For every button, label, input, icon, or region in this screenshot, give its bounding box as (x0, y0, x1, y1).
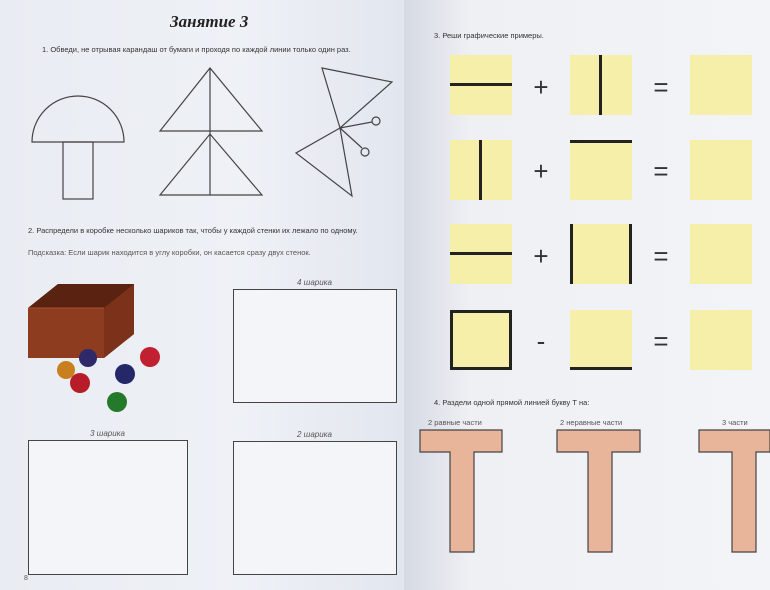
trace-figures (0, 0, 404, 220)
equals-sign: = (653, 241, 669, 271)
mushroom-figure (32, 96, 124, 199)
task-2-text: 2. Распредели в коробке несколько шариков так, чтобы у каждой стенки их лежало по одному. (28, 226, 358, 235)
letter-t-1 (420, 430, 502, 552)
answer-box-2-balls[interactable] (233, 441, 397, 575)
box-illustration (0, 270, 180, 420)
plus-sign: + (533, 156, 549, 186)
equals-sign: = (653, 156, 669, 186)
page-number: 8 (24, 575, 28, 582)
plus-sign: + (533, 72, 549, 102)
right-page (404, 0, 770, 590)
letter-t-figures (404, 0, 770, 590)
butterfly-figure (296, 68, 392, 196)
task-3-text: 3. Реши графические примеры. (434, 31, 544, 40)
task-1-text: 1. Обведи, не отрывая карандаш от бумаги и проходя по каждой линии только один раз. (42, 45, 351, 54)
box-label-2: 2 шарика (297, 430, 332, 439)
letter-caption-equal: 2 равные части (428, 418, 482, 427)
letter-t-2 (557, 430, 640, 552)
answer-box-3-balls[interactable] (28, 440, 188, 575)
page-title: Занятие 3 (170, 12, 249, 31)
letter-caption-unequal: 2 неравные части (560, 418, 623, 427)
letter-caption-three: 3 части (722, 418, 748, 427)
ball-purple (79, 349, 97, 367)
box-label-4: 4 шарика (297, 278, 332, 287)
ball-red-small (70, 373, 90, 393)
ball-green (107, 392, 127, 412)
ball-orange (57, 361, 75, 379)
tree-figure (160, 68, 262, 195)
equals-sign: = (653, 72, 669, 102)
plus-sign: + (533, 241, 549, 271)
task-4-text: 4. Раздели одной прямой линией букву Т на: (434, 398, 590, 407)
box-label-3: 3 шарика (90, 429, 125, 438)
answer-box-4-balls[interactable] (233, 289, 397, 403)
ball-red (140, 347, 160, 367)
equals-sign: = (653, 326, 669, 356)
hint-text: Подсказка: Если шарик находится в углу коробки, он касается сразу двух стенок. (28, 248, 311, 257)
minus-sign: - (536, 326, 546, 356)
letter-t-3 (699, 430, 770, 552)
ball-blue (115, 364, 135, 384)
